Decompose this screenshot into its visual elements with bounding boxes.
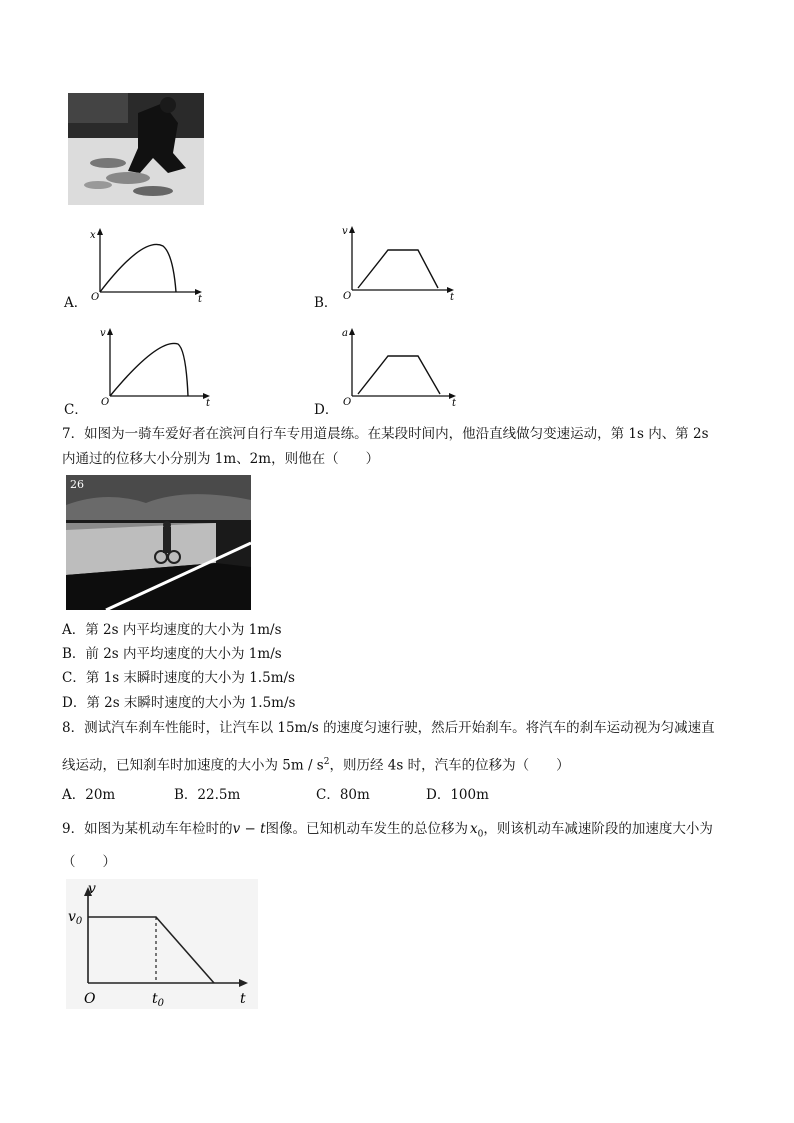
curve [100,244,176,292]
q7-option-c: C．第 1s 末瞬时速度的大小为 1.5m/s [62,670,295,686]
q9-stem-line2: （ ） [62,854,116,870]
origin-label: O [84,991,96,1007]
q6-option-b-graph [340,222,460,302]
x-axis-label: t [240,991,246,1007]
x-axis-label: t [452,398,457,408]
q6-option-c-label: C． [64,402,88,418]
y-axis-label: v [342,226,348,237]
q6-option-d-graph [340,322,465,408]
q8-option-d: D．100m [426,787,489,803]
cyclist-photo-drawing [66,475,251,610]
q8-stem-line2-b: ，则历经 4s 时，汽车的位移为（ ） [329,757,570,774]
y-axis-label: v [88,881,96,897]
origin-label: O [91,292,100,302]
t0-label-sub: 0 [157,998,165,1009]
y-axis-arrow [107,328,113,335]
q7-stem-line2: 内通过的位移大小分别为 1m、2m，则他在（ ） [62,451,380,467]
q7-option-d: D．第 2s 末瞬时速度的大小为 1.5m/s [62,695,296,711]
q9-vt-graph [66,879,258,1009]
q7-stem-line1: 7．如图为一骑车爱好者在滨河自行车专用道晨练。在某段时间内，他沿直线做匀变速运动，第 1s 内、第 2s [62,426,709,442]
t0-label [152,991,165,1009]
y-axis-arrow [97,228,103,235]
vt-line [88,917,214,983]
q7-option-b: B．前 2s 内平均速度的大小为 1m/s [62,646,282,662]
v0-label-sub: 0 [75,916,83,927]
skater-photo [68,93,204,205]
x-axis-label: t [450,292,455,302]
cyclist-photo-mark: 26 [70,478,84,491]
q6-option-b-label: B． [314,295,338,311]
y-axis-arrow [349,226,355,233]
q9-stem-line1 [62,820,713,844]
q6-option-d-label: D． [314,402,339,418]
y-axis-label: x [90,230,96,241]
x-axis-label: t [206,398,211,408]
y-axis-label: v [100,328,106,339]
trapezoid-line [358,250,438,288]
origin-label: O [343,397,352,408]
q8-option-c: C．80m [316,787,370,803]
skater-photo-drawing [68,93,204,205]
q9-stem-math: v − t [232,821,266,837]
curve [110,343,188,396]
q9-stem-a: 9．如图为某机动车年检时的 [62,821,233,837]
q8-stem-line1: 8．测试汽车刹车性能时，让汽车以 15m/s 的速度匀速行驶，然后开始刹车。将汽车的刹车运动视为匀减速直 [62,720,715,736]
q8-stem-line2-a: 线运动，已知刹车时加速度的大小为 5m / s [62,757,324,774]
v0-label [68,909,83,927]
q6-option-a-graph [88,226,208,302]
q7-option-a: A．第 2s 内平均速度的大小为 1m/s [62,622,282,638]
q8-option-b: B．22.5m [174,787,241,803]
q6-option-a-label: A． [64,295,88,311]
q8-stem-line2-sup: 2 [323,757,330,767]
y-axis-arrow [349,328,355,335]
q8-option-a: A．20m [62,787,116,803]
q9-stem-b: 图像。已知机动车发生的总位移为 [265,821,469,837]
q9-stem-x-sub: 0 [477,829,484,840]
t0-label-main: t [152,991,158,1007]
q8-stem-line2 [62,753,570,775]
origin-label: O [101,397,110,408]
q6-option-c-graph [88,322,218,408]
q9-stem-c: ，则该机动车减速阶段的加速度大小为 [483,821,713,837]
x-axis-arrow [239,979,248,987]
v0-label-main: v [68,909,76,925]
y-axis-label: a [342,328,348,339]
x-axis-label: t [198,294,203,302]
trapezoid-line [358,356,440,394]
q9-stem-x: x [470,821,478,837]
origin-label: O [343,291,352,302]
cyclist-photo [66,475,251,610]
